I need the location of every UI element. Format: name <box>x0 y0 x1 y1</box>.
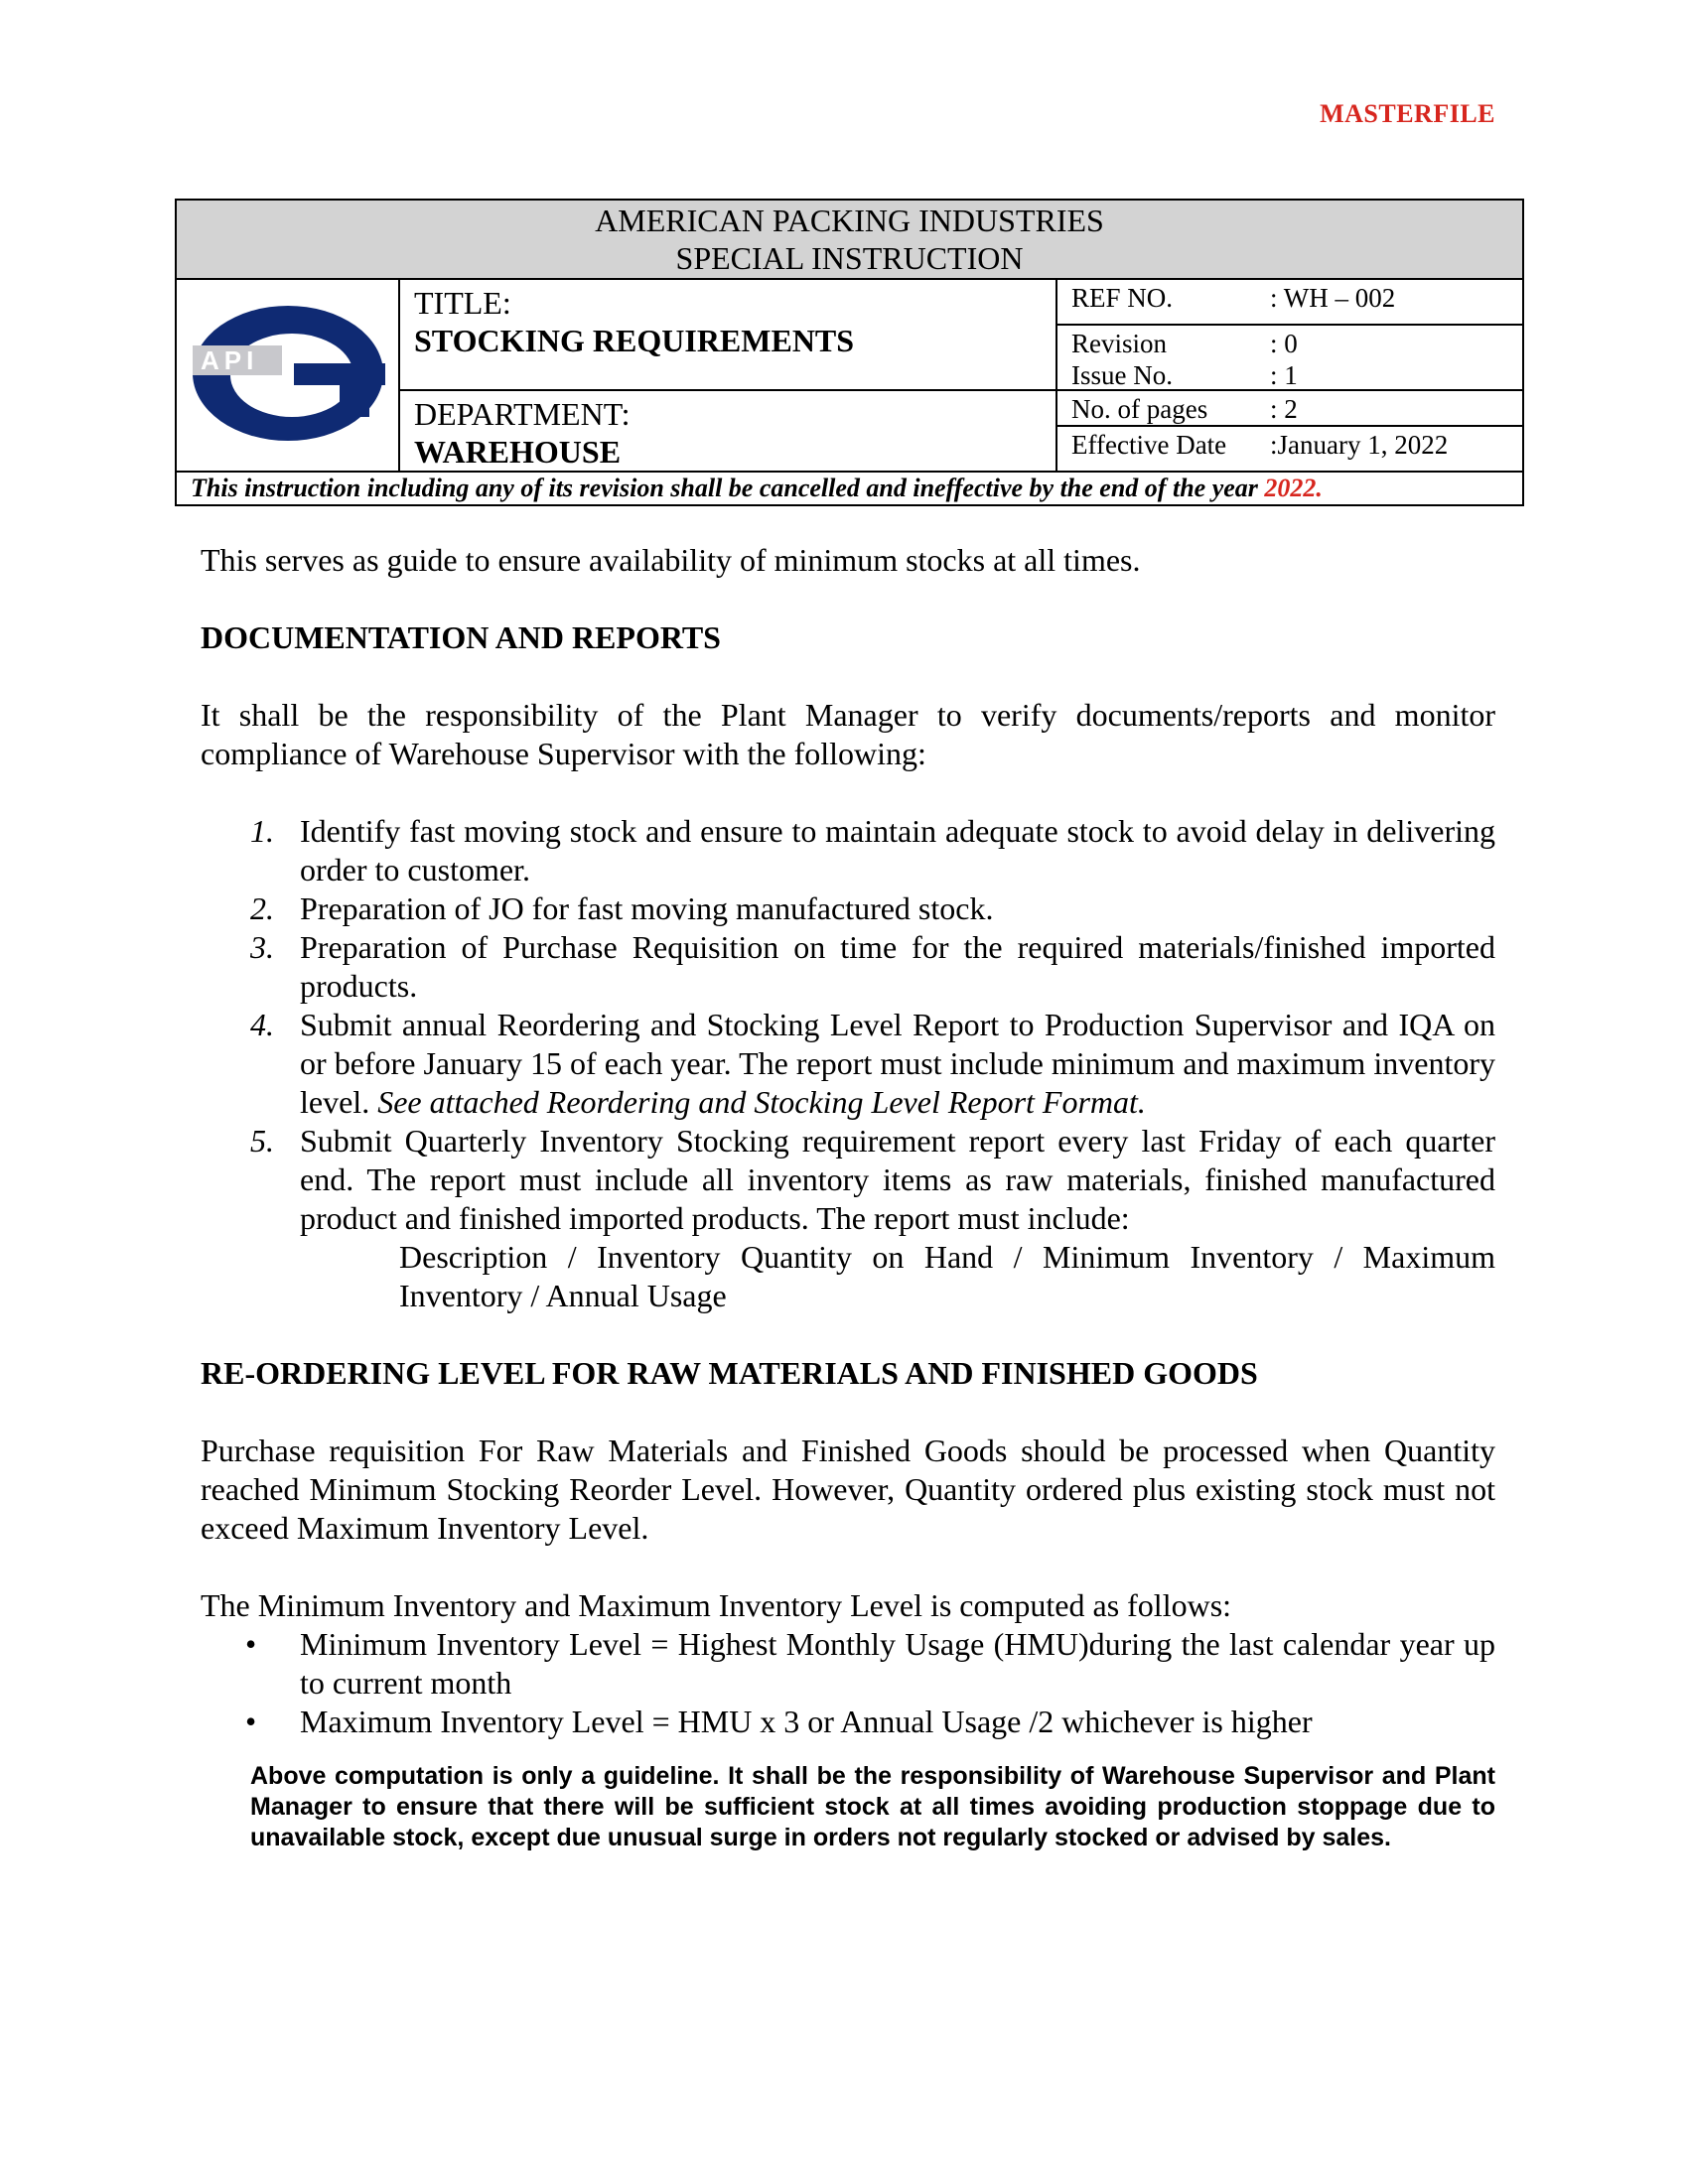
title-label: TITLE: <box>414 285 511 321</box>
notice-text: This instruction including any of its revision shall be cancelled and ineffective by the end of the year <box>191 474 1258 502</box>
computation-list <box>201 1625 1495 1741</box>
spacer <box>201 1393 1495 1432</box>
bullet-text: Maximum Inventory Level = HMU x 3 or Annual Usage /2 whichever is higher <box>300 1704 1313 1739</box>
bullet-item <box>201 1625 1495 1703</box>
company-banner <box>176 200 1523 279</box>
effective-row <box>1057 427 1522 469</box>
issue-value: : 1 <box>1270 360 1298 390</box>
title-value: STOCKING REQUIREMENTS <box>414 323 855 358</box>
pages-row <box>1057 391 1522 427</box>
bullet-text: Minimum Inventory Level = Highest Monthly Usage (HMU)during the last calendar year up to current month <box>300 1626 1495 1701</box>
bullet-icon: • <box>245 1704 257 1739</box>
ref-value: : WH – 002 <box>1270 283 1396 313</box>
document-header <box>175 199 1524 506</box>
logo-cell <box>176 279 399 472</box>
computation-intro: The Minimum Inventory and Maximum Inventory Level is computed as follows: <box>201 1587 1232 1623</box>
department-value: WAREHOUSE <box>414 434 622 470</box>
notice-year: 2022. <box>1264 474 1323 502</box>
section-heading-documentation: DOCUMENTATION AND REPORTS <box>201 619 721 655</box>
spacer <box>201 580 1495 618</box>
ref-row <box>1057 280 1522 326</box>
ref-label: REF NO. <box>1071 283 1174 313</box>
meta-cell-top <box>1056 279 1523 390</box>
effective-label: Effective Date <box>1071 430 1227 460</box>
masterfile-stamp: MASTERFILE <box>1320 99 1495 128</box>
title-cell <box>399 279 1056 390</box>
pages-label: No. of pages <box>1071 394 1208 424</box>
effective-value: :January 1, 2022 <box>1270 430 1449 460</box>
list-number: 1. <box>250 813 274 849</box>
validity-notice <box>176 472 1523 505</box>
meta-cell-bottom <box>1056 390 1523 472</box>
pages-value: : 2 <box>1270 394 1298 424</box>
company-name: AMERICAN PACKING INDUSTRIES <box>595 203 1104 238</box>
guideline-note: Above computation is only a guideline. It shall be the responsibility of Warehouse Supervisor and Plant Manager to ensure that there will be sufficient stock at all times avoiding production stoppage due to unavailable stock, except due unusual surge in orders not regularly stocked or advised by sales. <box>250 1762 1495 1851</box>
list-italic-note: See attached Reordering and Stocking Level Report Format. <box>377 1084 1146 1120</box>
revision-value: : 0 <box>1270 329 1298 358</box>
spacer <box>201 657 1495 696</box>
list-number: 2. <box>250 890 274 926</box>
document-type: SPECIAL INSTRUCTION <box>675 240 1024 276</box>
list-text: Submit annual Reordering and Stocking Level Report to Production Supervisor and IQA on or before January 15 of each year. The report must include minimum and maximum inventory level. <box>300 1007 1495 1120</box>
department-cell <box>399 390 1056 472</box>
report-fields: Description / Inventory Quantity on Hand / Minimum Inventory / Maximum Inventory / Annual Usage <box>399 1239 1495 1313</box>
list-text: Submit Quarterly Inventory Stocking requirement report every last Friday of each quarter end. The report must include all inventory items as raw materials, finished manufactured product and finished imported products. The report must include: <box>300 1123 1495 1236</box>
spacer <box>201 1741 1495 1761</box>
responsibility-list <box>201 812 1495 1238</box>
list-item <box>201 928 1495 1006</box>
document-body <box>201 541 1495 1853</box>
list-number: 5. <box>250 1123 274 1159</box>
list-text: Identify fast moving stock and ensure to maintain adequate stock to avoid delay in delivering order to customer. <box>300 813 1495 887</box>
bullet-item <box>201 1703 1495 1741</box>
spacer <box>201 1548 1495 1586</box>
section-heading-reordering: RE-ORDERING LEVEL FOR RAW MATERIALS AND FINISHED GOODS <box>201 1355 1258 1391</box>
logo-text: API <box>200 344 258 375</box>
list-text: Preparation of JO for fast moving manufactured stock. <box>300 890 994 926</box>
section1-paragraph: It shall be the responsibility of the Plant Manager to verify documents/reports and monitor compliance of Warehouse Supervisor with the following: <box>201 697 1495 771</box>
revision-label: Revision <box>1071 329 1168 358</box>
issue-label: Issue No. <box>1071 360 1173 390</box>
list-item <box>201 889 1495 928</box>
spacer <box>201 773 1495 812</box>
list-text: Preparation of Purchase Requisition on time for the required materials/finished imported products. <box>300 929 1495 1004</box>
list-item <box>201 1122 1495 1238</box>
api-logo <box>191 304 385 443</box>
list-number: 3. <box>250 929 274 965</box>
intro-text: This serves as guide to ensure availability of minimum stocks at all times. <box>201 542 1141 578</box>
section2-paragraph: Purchase requisition For Raw Materials and Finished Goods should be processed when Quantity reached Minimum Stocking Reorder Level. However, Quantity ordered plus existing stock must not exceed Maximum Inventory Level. <box>201 1433 1495 1546</box>
list-number: 4. <box>250 1007 274 1042</box>
department-label: DEPARTMENT: <box>414 396 631 432</box>
list-item <box>201 812 1495 889</box>
spacer <box>201 1315 1495 1354</box>
revision-row <box>1057 326 1522 389</box>
list-item <box>201 1006 1495 1122</box>
bullet-icon: • <box>245 1626 257 1662</box>
